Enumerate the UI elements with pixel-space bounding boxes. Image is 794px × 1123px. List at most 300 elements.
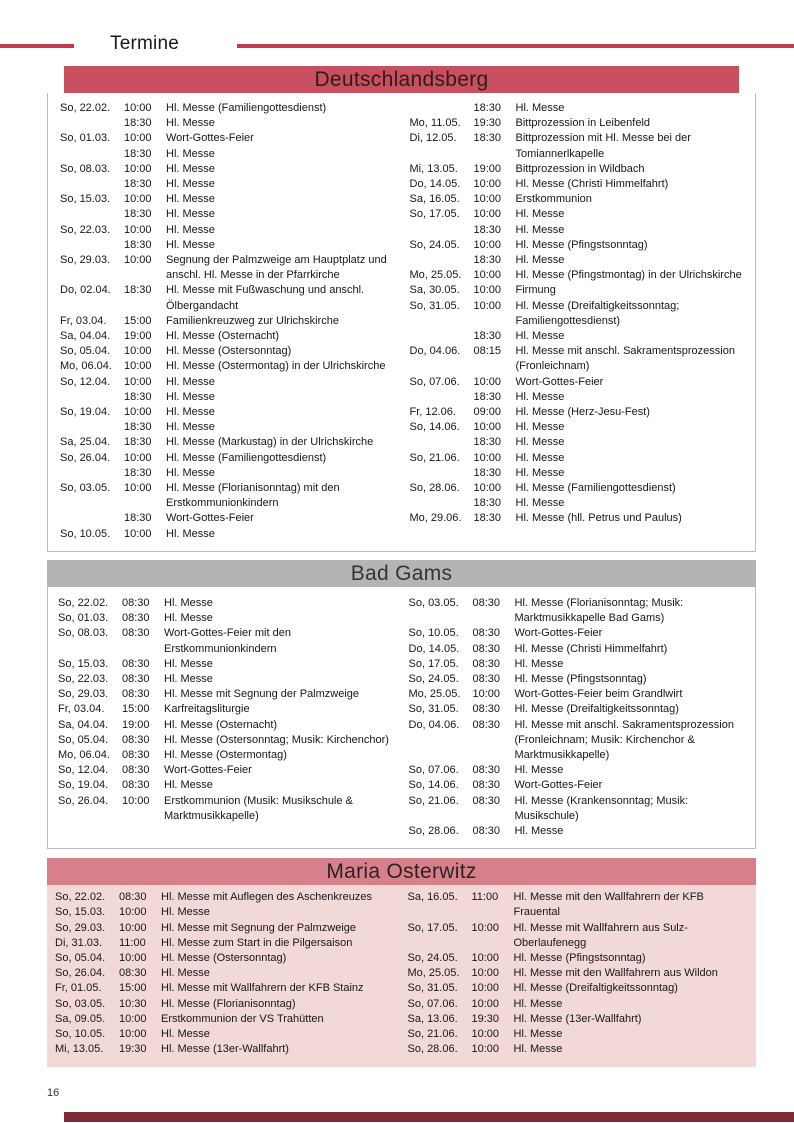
entry-date: So, 19.04. bbox=[60, 406, 111, 419]
entry-date: So, 21.06. bbox=[409, 451, 460, 464]
entry-time: 08:30 bbox=[472, 703, 501, 716]
entry-time: 08:30 bbox=[472, 824, 501, 837]
entry-event: Hl. Messe (Familiengottesdienst) bbox=[515, 482, 676, 495]
entry-event: Hl. Messe bbox=[515, 223, 565, 236]
entry-event: Hl. Messe bbox=[513, 1043, 563, 1056]
schedule-entry bbox=[60, 192, 396, 207]
schedule-entry bbox=[60, 344, 396, 359]
schedule-entry bbox=[409, 763, 746, 778]
schedule-entry bbox=[410, 116, 746, 131]
entry-date: Mo, 29.06. bbox=[409, 512, 462, 525]
schedule-column-right bbox=[408, 890, 747, 1057]
entry-time: 18:30 bbox=[473, 254, 502, 267]
entry-date bbox=[60, 420, 124, 435]
entry-event: Hl. Messe mit den Wallfahrern aus Wildon bbox=[513, 967, 718, 980]
entry-time: 08:30 bbox=[122, 596, 150, 609]
entry-event: Hl. Messe mit Wallfahrern der KFB Stainz bbox=[161, 982, 364, 995]
schedule-entry bbox=[410, 192, 746, 207]
entry-event: Hl. Messe bbox=[515, 330, 565, 343]
entry-time: 08:15 bbox=[473, 345, 502, 358]
entry-date bbox=[410, 329, 474, 344]
entry-event: Hl. Messe bbox=[515, 390, 565, 403]
entry-date: Mo, 06.04. bbox=[60, 360, 112, 373]
entry-date: So, 03.05. bbox=[55, 997, 106, 1010]
entry-time: 10:30 bbox=[119, 997, 147, 1010]
entry-time: 10:00 bbox=[124, 406, 152, 419]
entry-event: Hl. Messe bbox=[164, 657, 213, 670]
entry-date: So, 03.05. bbox=[60, 482, 111, 495]
section-body bbox=[47, 885, 756, 1067]
entry-event: Hl. Messe mit Segnung der Palmzweige bbox=[164, 688, 360, 701]
entry-date: So, 12.04. bbox=[58, 764, 109, 777]
schedule-entry bbox=[60, 405, 396, 420]
entry-date: Mo, 25.05. bbox=[409, 269, 462, 282]
entry-event: Hl. Messe (Familiengottesdienst) bbox=[166, 102, 327, 114]
schedule-entry bbox=[410, 283, 746, 298]
entry-date: So, 24.05. bbox=[409, 238, 460, 251]
entry-date: So, 08.03. bbox=[58, 627, 109, 640]
entry-event: Hl. Messe bbox=[514, 764, 564, 777]
entry-time: 18:30 bbox=[124, 284, 152, 297]
entry-date: Sa, 30.05. bbox=[409, 284, 460, 297]
entry-time: 10:00 bbox=[122, 794, 150, 807]
entry-event: Hl. Messe bbox=[161, 906, 210, 919]
entry-date: So, 17.05. bbox=[408, 657, 459, 670]
entry-date bbox=[60, 238, 124, 253]
entry-date: Fr, 03.04. bbox=[60, 314, 107, 327]
entry-event: Hl. Messe (13er-Wallfahrt) bbox=[513, 1012, 642, 1025]
schedule-entry bbox=[58, 672, 395, 687]
schedule-entry bbox=[409, 596, 746, 626]
schedule-column-left bbox=[58, 596, 395, 839]
schedule-entry bbox=[408, 1012, 747, 1027]
entry-event: Wort-Gottes-Feier bbox=[166, 132, 254, 145]
entry-event: Hl. Messe bbox=[166, 117, 215, 130]
entry-time: 10:00 bbox=[473, 482, 502, 495]
entry-time: 10:00 bbox=[472, 688, 501, 701]
schedule-entry bbox=[60, 223, 396, 238]
entry-event: Hl. Messe (Dreifaltigkeitssonntag) bbox=[513, 982, 678, 995]
entry-time: 08:30 bbox=[472, 657, 501, 670]
entry-date: So, 05.04. bbox=[60, 345, 111, 358]
entry-event: Hl. Messe (Pfingstsonntag) bbox=[513, 951, 646, 964]
entry-time: 18:30 bbox=[473, 497, 502, 510]
entry-event: Hl. Messe bbox=[166, 193, 215, 206]
entry-time: 10:00 bbox=[119, 921, 147, 934]
entry-date: Do, 02.04. bbox=[60, 284, 111, 297]
schedule-column-right bbox=[409, 596, 746, 839]
schedule-entry bbox=[410, 420, 746, 435]
entry-time: 08:30 bbox=[472, 672, 501, 685]
page-header bbox=[0, 0, 794, 66]
entry-time: 10:00 bbox=[124, 193, 152, 206]
entry-event: Hl. Messe bbox=[166, 178, 215, 191]
entry-time: 10:00 bbox=[124, 223, 152, 236]
entry-event: Hl. Messe (Familiengottesdienst) bbox=[166, 451, 327, 464]
entry-time: 10:00 bbox=[473, 421, 502, 434]
entry-event: Bittprozession in Leibenfeld bbox=[515, 117, 651, 130]
schedule-entry bbox=[60, 390, 396, 405]
entry-date bbox=[60, 390, 124, 405]
entry-date bbox=[410, 253, 474, 268]
entry-date: So, 14.06. bbox=[408, 779, 459, 792]
section-maria-osterwitz bbox=[47, 858, 756, 1067]
entry-event: Hl. Messe (hll. Petrus und Paulus) bbox=[515, 512, 682, 525]
entry-time: 08:30 bbox=[472, 794, 501, 807]
entry-time: 10:00 bbox=[471, 967, 500, 980]
schedule-entry bbox=[60, 207, 396, 222]
entry-event: Firmung bbox=[515, 284, 556, 297]
entry-time: 19:30 bbox=[471, 1012, 500, 1025]
entry-time: 10:00 bbox=[119, 906, 147, 919]
entry-time: 08:30 bbox=[122, 627, 150, 640]
entry-date: So, 29.03. bbox=[60, 254, 111, 267]
entry-date: So, 19.04. bbox=[58, 779, 109, 792]
entry-date: Mo, 25.05. bbox=[407, 967, 460, 980]
schedule-entry bbox=[60, 238, 396, 253]
entry-time: 10:00 bbox=[124, 482, 152, 495]
schedule-entry bbox=[408, 921, 747, 951]
entry-date: Do, 14.05. bbox=[409, 178, 461, 191]
schedule-entry bbox=[55, 1027, 394, 1042]
schedule-entry bbox=[410, 344, 746, 374]
entry-date: So, 10.05. bbox=[408, 627, 459, 640]
entry-time: 08:30 bbox=[472, 764, 501, 777]
entry-event: Hl. Messe (Florianisonntag; Musik: Marktmusikkapelle Bad Gams) bbox=[514, 596, 684, 625]
schedule-entry bbox=[60, 116, 396, 131]
entry-date: Mi, 13.05. bbox=[409, 162, 458, 175]
schedule-entry bbox=[58, 763, 395, 778]
section-body bbox=[47, 93, 756, 552]
entry-event: Wort-Gottes-Feier beim Grandlwirt bbox=[514, 688, 683, 701]
schedule-entry bbox=[60, 435, 396, 450]
schedule-entry bbox=[410, 238, 746, 253]
schedule-entry bbox=[60, 375, 396, 390]
entry-event: Wort-Gottes-Feier mit den Erstkommunionkindern bbox=[164, 627, 291, 655]
schedule-entry bbox=[58, 778, 395, 793]
entry-event: Hl. Messe bbox=[166, 406, 215, 419]
entry-date: Mo, 11.05. bbox=[409, 117, 461, 130]
section-deutschlandsberg bbox=[47, 66, 756, 552]
entry-time: 10:00 bbox=[124, 527, 152, 540]
schedule-entry bbox=[410, 511, 746, 526]
entry-time: 18:30 bbox=[124, 178, 152, 191]
entry-event: Hl. Messe bbox=[161, 1027, 210, 1040]
entry-date: So, 31.05. bbox=[407, 982, 458, 995]
schedule-entry bbox=[60, 177, 396, 192]
entry-event: Hl. Messe bbox=[515, 254, 565, 267]
entry-date: So, 14.06. bbox=[409, 421, 460, 434]
entry-date: Sa, 04.04. bbox=[58, 718, 109, 731]
entry-date: Sa, 25.04. bbox=[60, 436, 111, 449]
entry-event: Hl. Messe bbox=[161, 967, 210, 980]
entry-time: 18:30 bbox=[124, 436, 152, 449]
entry-date: So, 24.05. bbox=[407, 951, 458, 964]
entry-event: Hl. Messe (Osternacht) bbox=[164, 718, 278, 731]
entry-event: Hl. Messe (Florianisonntag) bbox=[161, 997, 296, 1010]
entry-date bbox=[60, 466, 124, 481]
entry-event: Hl. Messe bbox=[166, 223, 215, 236]
entry-event: Erstkommunion der VS Trahütten bbox=[161, 1012, 324, 1025]
entry-time: 10:00 bbox=[124, 345, 152, 358]
schedule-entry bbox=[410, 131, 746, 161]
entry-time: 18:30 bbox=[124, 147, 152, 160]
entry-time: 08:30 bbox=[122, 612, 150, 625]
entry-event: Hl. Messe bbox=[166, 421, 215, 434]
entry-event: Hl. Messe (Florianisonntag) mit den Erstkommunionkindern bbox=[166, 482, 340, 510]
schedule-entry bbox=[55, 966, 394, 981]
schedule-entry bbox=[60, 511, 396, 526]
entry-time: 19:30 bbox=[473, 117, 502, 130]
entry-time: 10:00 bbox=[473, 299, 502, 312]
entry-date: So, 28.06. bbox=[407, 1043, 458, 1056]
entry-date bbox=[410, 466, 474, 481]
header-rule-right bbox=[237, 44, 794, 48]
entry-time: 10:00 bbox=[471, 921, 500, 934]
entry-date: So, 08.03. bbox=[60, 162, 111, 175]
entry-date: So, 03.05. bbox=[408, 596, 459, 609]
entry-event: Hl. Messe bbox=[166, 390, 215, 403]
entry-date: So, 01.03. bbox=[60, 132, 111, 145]
schedule-entry bbox=[410, 101, 746, 116]
entry-time: 08:30 bbox=[472, 627, 501, 640]
schedule-entry bbox=[409, 702, 746, 717]
entry-date: So, 22.03. bbox=[58, 672, 109, 685]
entry-date: So, 31.05. bbox=[408, 703, 459, 716]
schedule-entry bbox=[409, 672, 746, 687]
entry-date: So, 24.05. bbox=[408, 672, 459, 685]
schedule-entry bbox=[410, 177, 746, 192]
entry-date bbox=[60, 116, 124, 131]
entry-date: Sa, 16.05. bbox=[409, 193, 460, 206]
entry-event: Hl. Messe (Dreifaltigkeitssonntag) bbox=[514, 703, 679, 716]
entry-date: So, 22.02. bbox=[60, 102, 111, 114]
section-body bbox=[47, 587, 756, 849]
schedule-entry bbox=[58, 794, 395, 824]
entry-date: So, 26.04. bbox=[55, 967, 106, 980]
entry-time: 09:00 bbox=[473, 406, 502, 419]
schedule-entry bbox=[58, 611, 395, 626]
page-kicker: Termine bbox=[110, 33, 179, 54]
schedule-entry bbox=[409, 626, 746, 641]
entry-event: Wort-Gottes-Feier bbox=[515, 375, 604, 388]
schedule-entry bbox=[58, 733, 395, 748]
schedule-entry bbox=[410, 496, 746, 511]
schedule-entry bbox=[60, 329, 396, 344]
entry-time: 10:00 bbox=[471, 1043, 500, 1056]
entry-time: 18:30 bbox=[473, 390, 502, 403]
entry-date: Sa, 04.04. bbox=[60, 330, 111, 343]
entry-time: 18:30 bbox=[124, 208, 152, 221]
entry-time: 18:30 bbox=[124, 117, 152, 130]
entry-date: So, 12.04. bbox=[60, 375, 111, 388]
entry-time: 10:00 bbox=[119, 951, 147, 964]
entry-date: So, 07.06. bbox=[409, 375, 460, 388]
schedule-column-left bbox=[55, 890, 394, 1057]
entry-time: 10:00 bbox=[124, 102, 152, 114]
entry-date: So, 31.05. bbox=[409, 299, 460, 312]
schedule-entry bbox=[410, 207, 746, 222]
entry-time: 08:30 bbox=[472, 596, 501, 609]
entry-event: Hl. Messe bbox=[164, 672, 213, 685]
entry-date: So, 15.03. bbox=[58, 657, 109, 670]
schedule-entry bbox=[408, 1042, 747, 1057]
entry-event: Hl. Messe (Krankensonntag; Musik: Musikschule) bbox=[514, 794, 689, 822]
entry-date: So, 07.06. bbox=[408, 764, 459, 777]
schedule-entry bbox=[409, 657, 746, 672]
entry-date: So, 07.06. bbox=[407, 997, 458, 1010]
entry-date: Fr, 03.04. bbox=[58, 703, 105, 716]
entry-time: 10:00 bbox=[473, 238, 502, 251]
entry-event: Erstkommunion bbox=[515, 193, 592, 206]
entry-date: So, 10.05. bbox=[60, 527, 111, 540]
schedule-column-right bbox=[410, 101, 746, 542]
entry-event: Hl. Messe mit anschl. Sakramentsprozession (Fronleichnam) bbox=[515, 345, 735, 373]
schedule-column-left bbox=[60, 101, 396, 542]
schedule-entry bbox=[60, 451, 396, 466]
entry-date: So, 29.03. bbox=[55, 921, 106, 934]
entry-time: 11:00 bbox=[471, 891, 499, 904]
schedule-entry bbox=[60, 101, 396, 116]
entry-time: 08:30 bbox=[122, 657, 150, 670]
entry-event: Hl. Messe bbox=[515, 436, 565, 449]
entry-event: Hl. Messe (13er-Wallfahrt) bbox=[161, 1043, 289, 1056]
schedule-entry bbox=[60, 283, 396, 313]
schedule-entry bbox=[55, 981, 394, 996]
entry-time: 18:30 bbox=[473, 436, 502, 449]
entry-date bbox=[60, 207, 124, 222]
entry-date: So, 22.02. bbox=[58, 596, 109, 609]
entry-time: 18:30 bbox=[473, 330, 502, 343]
schedule-entry bbox=[410, 329, 746, 344]
entry-event: Erstkommunion (Musik: Musikschule & Marktmusikkapelle) bbox=[164, 794, 353, 822]
entry-event: Wort-Gottes-Feier bbox=[514, 779, 603, 792]
entry-event: Hl. Messe (Osternacht) bbox=[166, 330, 280, 343]
entry-event: Hl. Messe bbox=[513, 997, 563, 1010]
schedule-entry bbox=[58, 687, 395, 702]
entry-time: 10:00 bbox=[473, 193, 502, 206]
entry-date bbox=[410, 496, 474, 511]
footer-bar bbox=[64, 1112, 794, 1122]
entry-date bbox=[60, 147, 124, 162]
schedule-entry bbox=[410, 390, 746, 405]
schedule-content bbox=[47, 66, 756, 1075]
entry-date: So, 05.04. bbox=[55, 951, 106, 964]
schedule-entry bbox=[55, 1012, 394, 1027]
schedule-entry bbox=[409, 778, 746, 793]
entry-date: Di, 12.05. bbox=[409, 132, 457, 145]
entry-time: 18:30 bbox=[473, 102, 502, 114]
entry-time: 08:30 bbox=[122, 672, 150, 685]
schedule-entry bbox=[58, 702, 395, 717]
entry-time: 08:30 bbox=[472, 779, 501, 792]
entry-event: Hl. Messe bbox=[515, 421, 565, 434]
entry-date: So, 17.05. bbox=[407, 921, 458, 934]
entry-time: 08:30 bbox=[119, 967, 147, 980]
entry-event: Hl. Messe (Ostersonntag; Musik: Kirchenchor) bbox=[164, 733, 389, 746]
entry-time: 18:30 bbox=[473, 466, 502, 479]
entry-date: Mo, 25.05. bbox=[408, 688, 461, 701]
schedule-entry bbox=[408, 890, 747, 920]
entry-event: Hl. Messe (Christi Himmelfahrt) bbox=[514, 642, 668, 655]
entry-date bbox=[60, 511, 124, 526]
schedule-entry bbox=[58, 718, 395, 733]
entry-event: Hl. Messe bbox=[515, 466, 565, 479]
entry-time: 10:00 bbox=[119, 1027, 147, 1040]
entry-time: 08:30 bbox=[472, 718, 501, 731]
entry-time: 10:00 bbox=[124, 162, 152, 175]
entry-event: Wort-Gottes-Feier bbox=[164, 764, 252, 777]
entry-time: 18:30 bbox=[124, 238, 152, 251]
schedule-entry bbox=[55, 951, 394, 966]
schedule-entry bbox=[409, 824, 746, 839]
entry-event: Hl. Messe mit Fußwaschung und anschl. Ölbergandacht bbox=[166, 284, 365, 312]
schedule-entry bbox=[410, 481, 746, 496]
entry-date: Do, 04.06. bbox=[409, 345, 461, 358]
schedule-entry bbox=[410, 299, 746, 329]
entry-time: 19:30 bbox=[119, 1043, 147, 1056]
entry-time: 08:30 bbox=[122, 779, 150, 792]
entry-date: Mi, 13.05. bbox=[55, 1043, 104, 1056]
entry-event: Hl. Messe bbox=[166, 208, 215, 221]
entry-event: Hl. Messe (Pfingstsonntag) bbox=[514, 672, 647, 685]
entry-event: Hl. Messe bbox=[166, 466, 215, 479]
entry-event: Hl. Messe bbox=[515, 497, 565, 510]
entry-event: Hl. Messe bbox=[514, 657, 564, 670]
entry-event: Karfreitagsliturgie bbox=[164, 703, 250, 716]
entry-event: Wort-Gottes-Feier bbox=[166, 512, 254, 525]
entry-date bbox=[410, 435, 474, 450]
entry-date: So, 28.06. bbox=[409, 482, 460, 495]
entry-event: Hl. Messe bbox=[166, 147, 215, 160]
entry-event: Hl. Messe bbox=[514, 824, 564, 837]
schedule-entry bbox=[60, 314, 396, 329]
entry-event: Wort-Gottes-Feier bbox=[514, 627, 603, 640]
entry-date: Sa, 16.05. bbox=[407, 891, 458, 904]
entry-time: 19:00 bbox=[124, 330, 152, 343]
entry-event: Hl. Messe bbox=[166, 162, 215, 175]
entry-event: Hl. Messe bbox=[515, 451, 565, 464]
entry-event: Bittprozession mit Hl. Messe bei der Tomiannerlkapelle bbox=[515, 132, 691, 160]
entry-event: Hl. Messe mit Segnung der Palmzweige bbox=[161, 921, 357, 934]
entry-date: So, 26.04. bbox=[60, 451, 111, 464]
entry-time: 10:00 bbox=[471, 997, 500, 1010]
schedule-entry bbox=[55, 936, 394, 951]
entry-time: 08:30 bbox=[122, 688, 150, 701]
schedule-entry bbox=[58, 626, 395, 656]
section-title: Maria Osterwitz bbox=[47, 858, 756, 885]
entry-event: Hl. Messe (Ostermontag) bbox=[164, 748, 287, 761]
entry-date: Fr, 01.05. bbox=[55, 982, 102, 995]
schedule-entry bbox=[410, 435, 746, 450]
entry-event: Hl. Messe bbox=[515, 102, 565, 114]
schedule-entry bbox=[408, 1027, 747, 1042]
schedule-entry bbox=[408, 966, 747, 981]
entry-time: 18:30 bbox=[124, 466, 152, 479]
entry-time: 18:30 bbox=[473, 223, 502, 236]
schedule-entry bbox=[410, 162, 746, 177]
entry-date bbox=[410, 223, 474, 238]
entry-time: 10:00 bbox=[124, 254, 152, 267]
entry-time: 10:00 bbox=[124, 132, 152, 145]
entry-event: Hl. Messe mit Wallfahrern aus Sulz-Oberlaufenegg bbox=[513, 921, 688, 949]
entry-time: 08:30 bbox=[122, 733, 150, 746]
section-bad-gams bbox=[47, 560, 756, 849]
schedule-entry bbox=[409, 718, 746, 764]
schedule-entry bbox=[55, 905, 394, 920]
schedule-entry bbox=[58, 657, 395, 672]
entry-event: Bittprozession in Wildbach bbox=[515, 162, 645, 175]
